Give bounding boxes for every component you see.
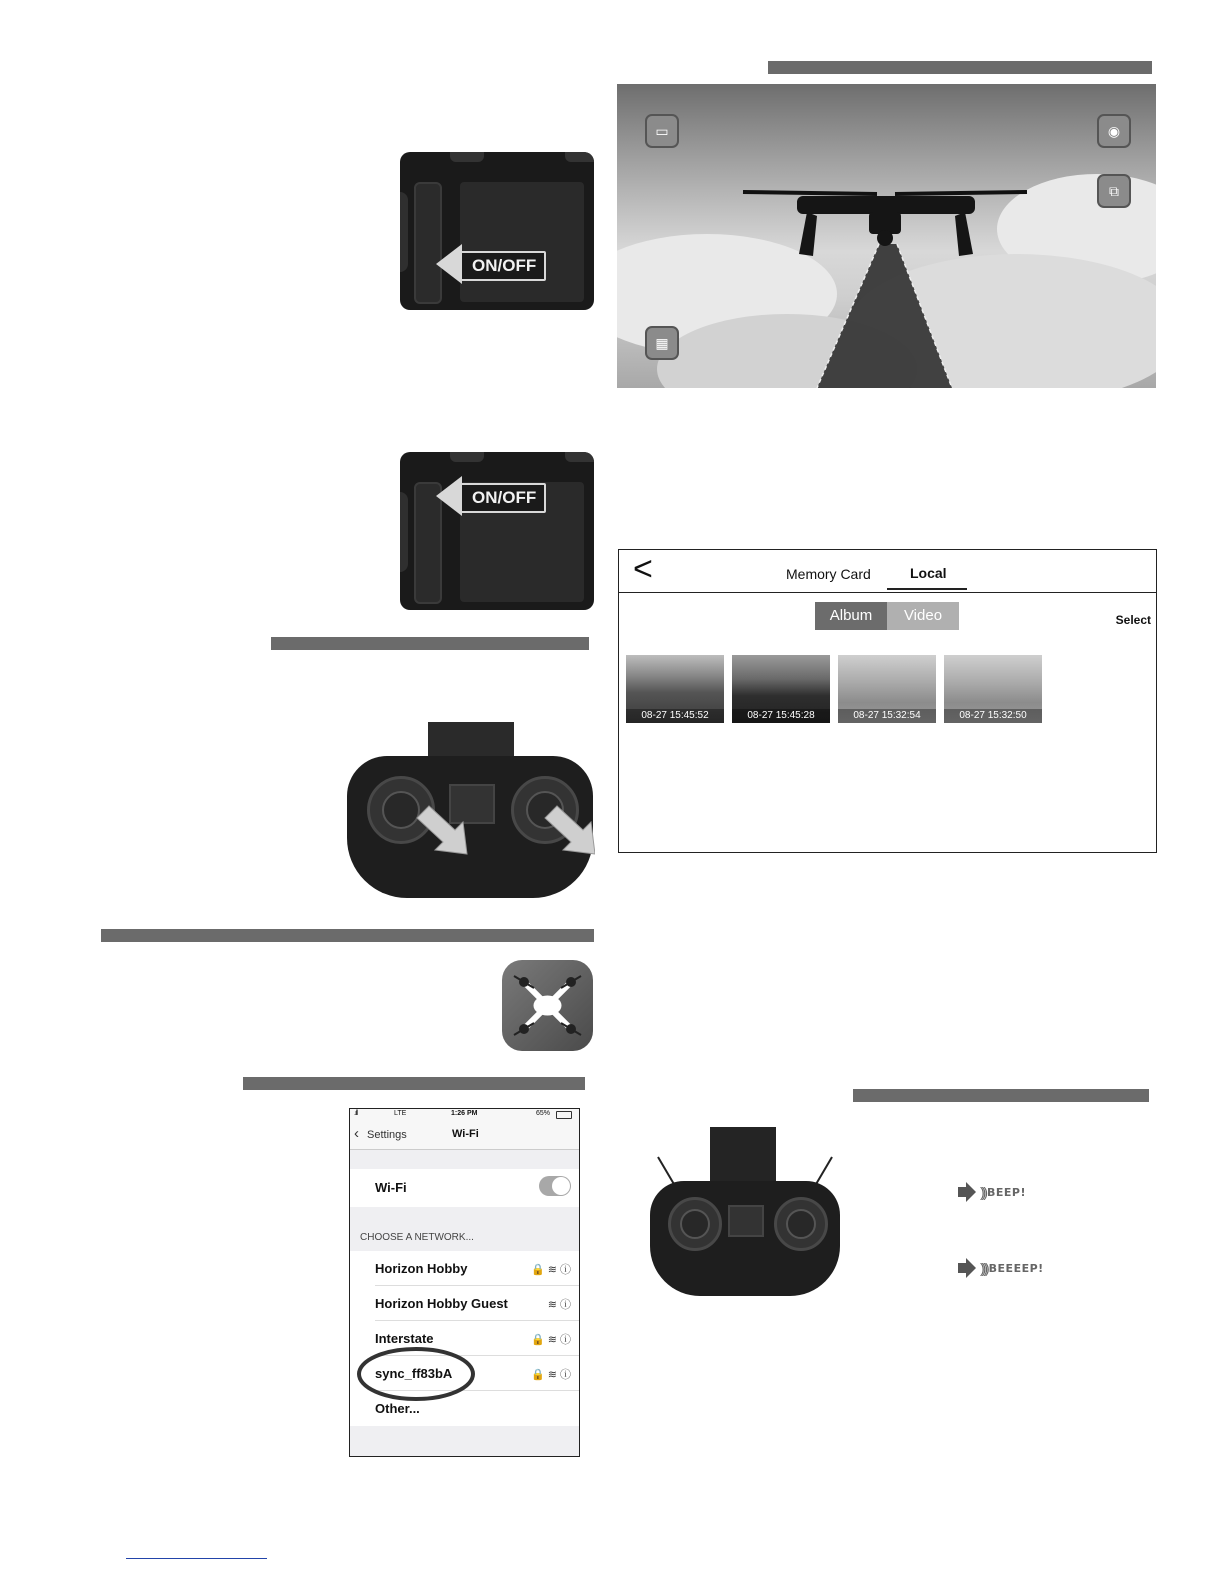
footer-link-underline	[126, 1558, 267, 1559]
thumbnail[interactable]	[944, 655, 1042, 723]
wifi-label: Wi-Fi	[375, 1180, 407, 1195]
on-off-label: ON/OFF	[460, 483, 546, 513]
status-time: 1:26 PM	[451, 1110, 478, 1117]
thumbnail[interactable]	[626, 655, 724, 723]
section-header: CHOOSE A NETWORK...	[360, 1232, 474, 1243]
video-toggle[interactable]: Video	[887, 602, 959, 630]
gallery-icon[interactable]: ▦	[645, 326, 679, 360]
battery-percent: 65%	[536, 1110, 551, 1117]
highlight-circle	[354, 1344, 478, 1404]
section-divider	[853, 1089, 1149, 1102]
carrier-text: LTE	[394, 1110, 407, 1117]
album-toggle[interactable]: Album	[815, 602, 887, 630]
tab-memory-card[interactable]: Memory Card	[786, 566, 871, 582]
section-divider	[101, 929, 594, 942]
network-row[interactable]	[350, 1251, 579, 1286]
network-name: Other...	[375, 1401, 420, 1416]
left-stick[interactable]	[668, 1197, 722, 1251]
section-divider	[768, 61, 1152, 74]
status-bar	[350, 1109, 579, 1121]
network-name: Horizon Hobby	[375, 1261, 468, 1276]
beep-long: )))) BEEEEP!	[958, 1260, 1044, 1276]
wifi-lock-info-icon: 🔒 ≋ ⓘ	[530, 1334, 571, 1346]
network-name: Horizon Hobby Guest	[375, 1296, 508, 1311]
right-stick[interactable]	[774, 1197, 828, 1251]
wifi-toggle-row	[350, 1169, 579, 1207]
drone-icon	[502, 960, 593, 1051]
section-divider	[271, 637, 589, 650]
power-switch[interactable]	[414, 182, 442, 304]
tab-local[interactable]: Local	[910, 565, 947, 581]
back-arrow-icon[interactable]: <	[633, 550, 653, 588]
network-name: sync_ff83bA	[375, 1366, 453, 1381]
beep-short: ))) BEEP!	[958, 1184, 1026, 1200]
on-off-label: ON/OFF	[460, 251, 546, 281]
thumbnail[interactable]	[732, 655, 830, 723]
select-button[interactable]: Select	[1115, 613, 1151, 627]
transmitter-sticks-diagram	[345, 720, 595, 900]
arrow-down-right-icon	[345, 720, 595, 900]
speaker-icon	[958, 1263, 966, 1273]
arrow-left-icon	[436, 476, 462, 516]
wifi-lock-info-icon: 🔒 ≋ ⓘ	[530, 1369, 571, 1381]
active-tab-underline	[887, 588, 967, 590]
transmitter-diagram	[650, 1125, 840, 1300]
camera-view-screen	[617, 84, 1156, 388]
power-switch-panel-1	[400, 152, 594, 310]
drone-silhouette	[617, 84, 1156, 388]
app-icon[interactable]	[502, 960, 593, 1051]
wifi-toggle[interactable]	[539, 1176, 571, 1196]
thumbnail[interactable]	[838, 655, 936, 723]
signal-icon: .ıll	[354, 1110, 357, 1117]
album-screen	[618, 549, 1157, 853]
wifi-lock-info-icon: 🔒 ≋ ⓘ	[530, 1264, 571, 1276]
video-icon[interactable]: ▭	[645, 114, 679, 148]
phone-wifi-screenshot	[349, 1108, 580, 1457]
network-name: Interstate	[375, 1331, 434, 1346]
beep-text: BEEP!	[987, 1185, 1026, 1199]
nav-title: Wi-Fi	[452, 1128, 479, 1140]
album-header	[619, 550, 1156, 593]
thumbnail-timestamp: 08-27 15:45:28	[732, 709, 830, 723]
thumbnail-timestamp: 08-27 15:45:52	[626, 709, 724, 723]
network-row[interactable]	[350, 1286, 579, 1321]
chevron-left-icon[interactable]: ‹	[354, 1125, 359, 1142]
speaker-icon	[958, 1187, 966, 1197]
nav-bar	[350, 1121, 579, 1150]
thumbnail-timestamp: 08-27 15:32:50	[944, 709, 1042, 723]
arrow-left-icon	[436, 244, 462, 284]
power-switch-panel-2	[400, 452, 594, 610]
wifi-info-icon: ≋ ⓘ	[547, 1299, 571, 1311]
beep-text: BEEEEP!	[988, 1261, 1044, 1275]
photo-switch-icon[interactable]: ⧉	[1097, 174, 1131, 208]
section-divider	[243, 1077, 585, 1090]
battery-icon	[556, 1111, 572, 1119]
camera-icon[interactable]: ◉	[1097, 114, 1131, 148]
settings-back-link[interactable]: Settings	[367, 1129, 407, 1141]
thumbnail-timestamp: 08-27 15:32:54	[838, 709, 936, 723]
